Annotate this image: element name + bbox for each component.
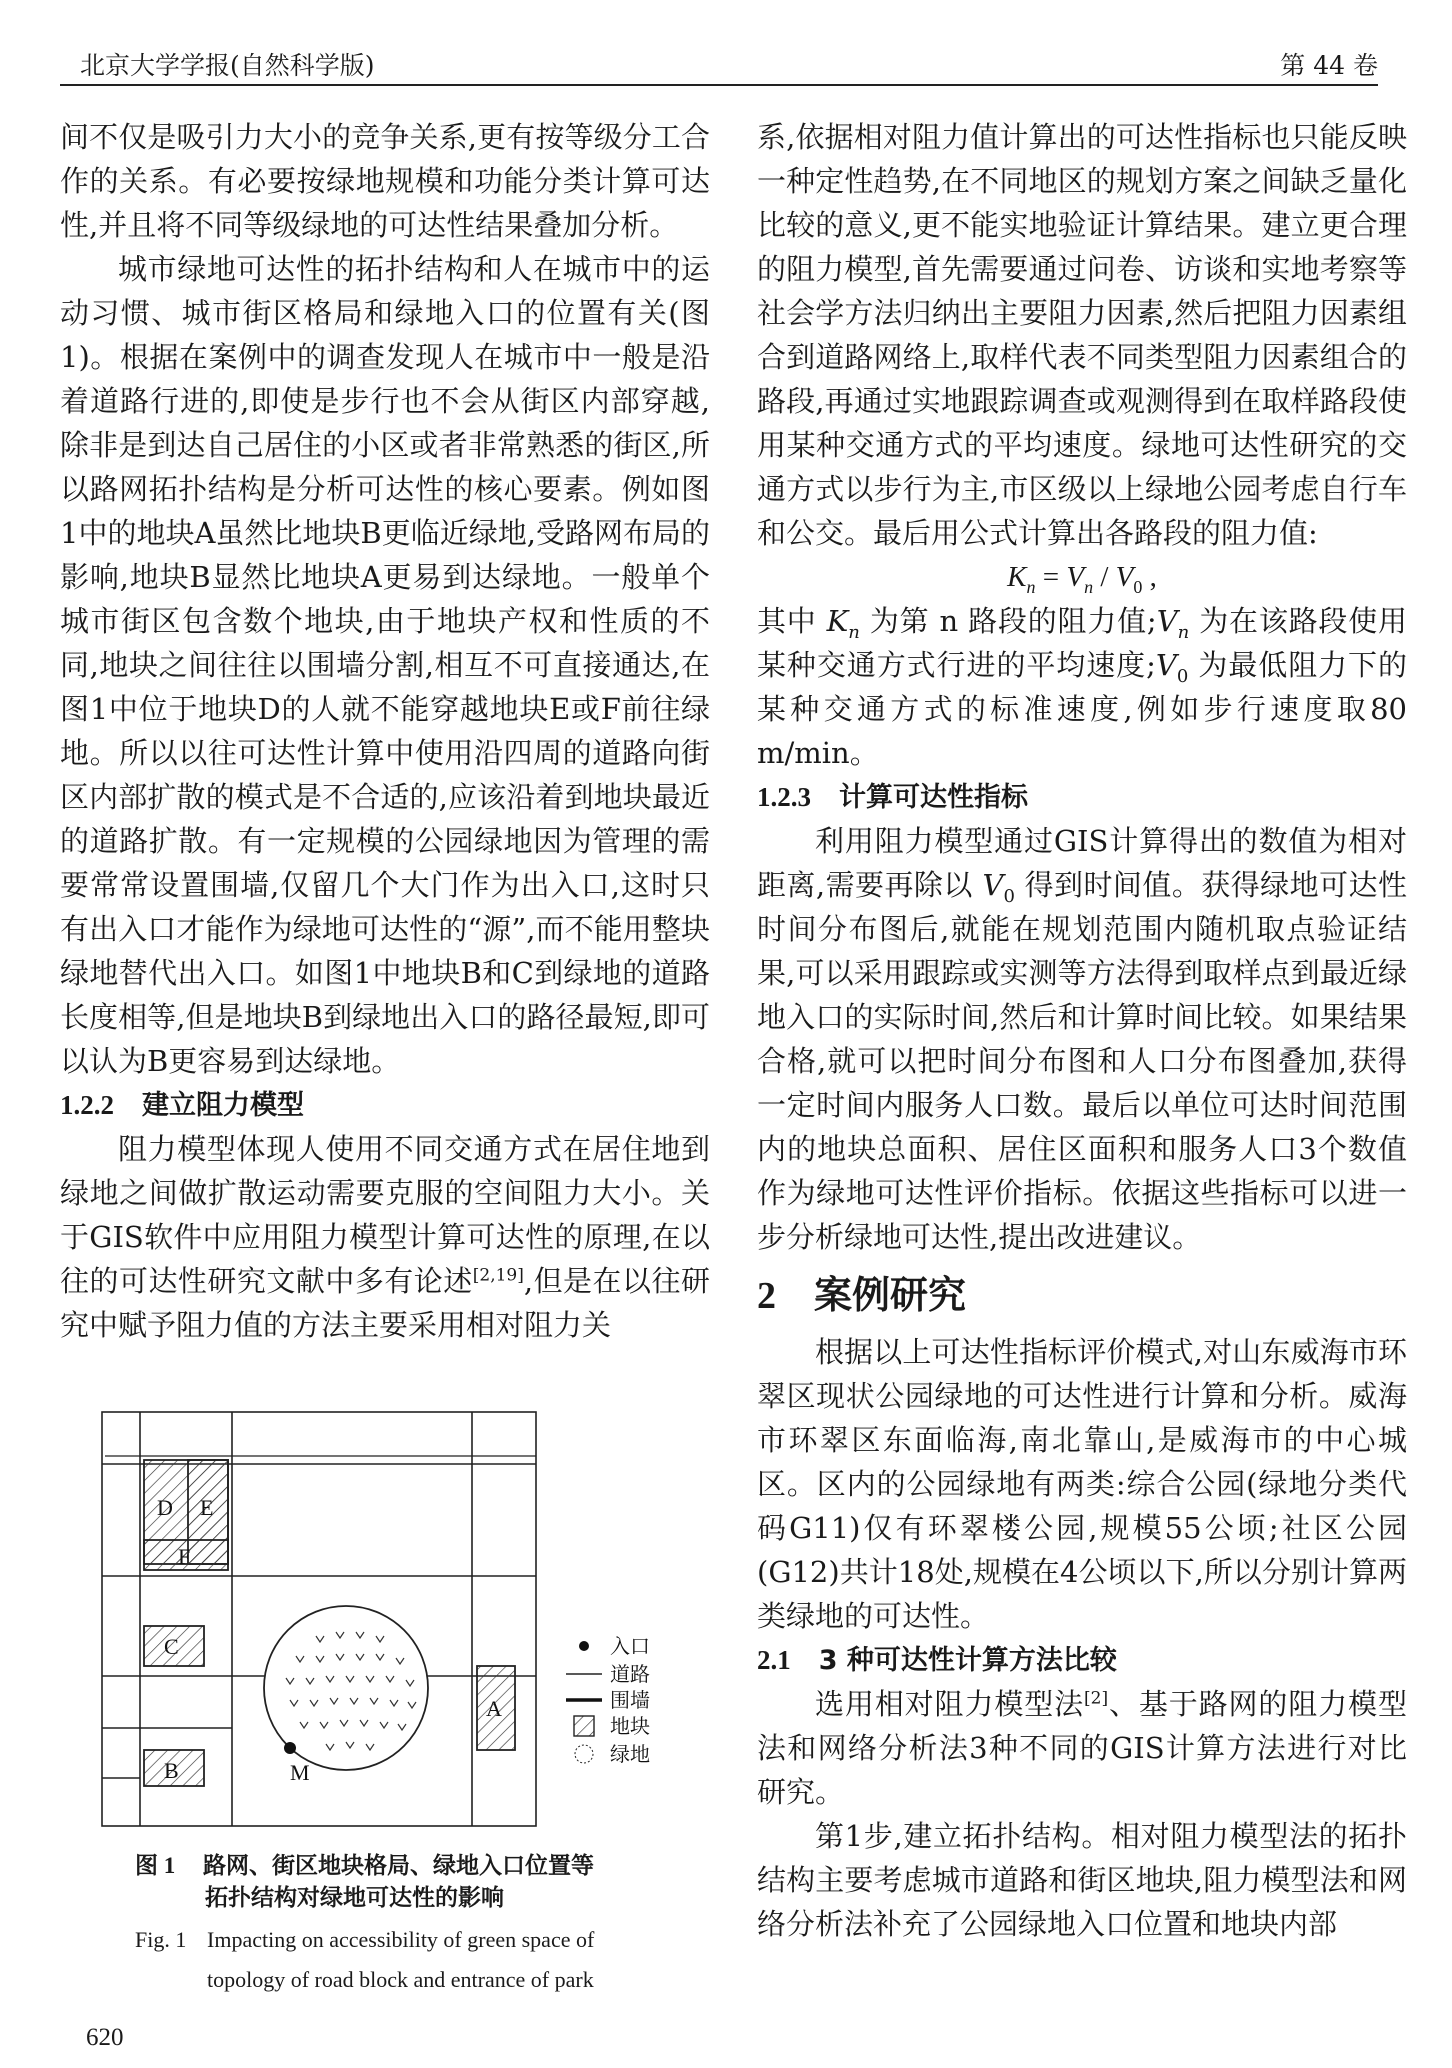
section-number: 2	[757, 1275, 776, 1317]
citation: [2]	[1084, 1688, 1109, 1709]
section-title: 案例研究	[814, 1273, 967, 1317]
formula-symbol: K	[1007, 561, 1027, 593]
math-subscript: 0	[1176, 665, 1189, 687]
legend	[566, 1634, 650, 1766]
math-subscript: n	[848, 621, 860, 643]
text-run: 选用相对阻力模型法	[815, 1687, 1084, 1721]
math-subscript: n	[1177, 621, 1190, 643]
caption-cn-line	[135, 1850, 695, 1882]
paragraph	[757, 819, 1407, 1259]
header-rule	[60, 84, 1378, 86]
figure-1-diagram	[100, 1410, 700, 1830]
formula-symbol: V	[1066, 561, 1085, 593]
math-symbol: V	[982, 868, 1004, 902]
section-heading-1-2-2	[60, 1083, 710, 1127]
text-run: 利用阻力模型通过GIS计算得出的数值为相对距离,需要再除以	[757, 824, 1407, 902]
paragraph: 城市绿地可达性的拓扑结构和人在城市中的运动习惯、城市街区格局和绿地入口的位置有关(图1)。根据在案例中的调查发现人在城市中一般是沿着道路行进的,即使是步行也不会从街区内部穿越,除非是到达自己居住的小区或者非常熟悉的街区,所以路网拓扑结构是分析可达性的核心要素。例如图1中的地块A虽然比地块B更临近绿地,受路网布局的影响,地块B显然比地块A更易到达绿地。一般单个城市街区包含数个地块,由于地块产权和性质的不同,地块之间往往以围墙分割,相互不可直接通达,在图1中位于地块D的人就不能穿越地块E或F前往绿地。所以以往可达性计算中使用沿四周的道路向街区内部扩散的模式是不合适的,应该沿着到地块最近的道路扩散。有一定规模的公园绿地因为管理的需要常常设置围墙,仅留几个大门作为出入口,这时只有出入口才能作为绿地可达性的“源”,而不能用整块绿地替代出入口。如图1中地块B和C到绿地的道路长度相等,但是地块B到绿地出入口的路径最短,即可以认为B更容易到达绿地。	[60, 252, 710, 1078]
text-run: 、基于路网的阻力模型法和网络分析法3种不同的GIS计算方法进行对比研究。	[757, 1687, 1407, 1809]
parcel-label-e: E	[200, 1495, 214, 1520]
section-heading-1-2-3	[757, 775, 1407, 819]
caption-text: Impacting on accessibility of green space of	[207, 1927, 595, 1952]
paragraph: 第1步,建立拓扑结构。相对阻力模型法的拓扑结构主要考虑城市道路和街区地块,阻力模型法和网络分析法补充了公园绿地入口位置和地块内部	[757, 1819, 1407, 1941]
formula-subscript: n	[1084, 576, 1094, 597]
figure-label: 图 1	[135, 1853, 176, 1878]
journal-title: 北京大学学报(自然科学版)	[80, 51, 375, 80]
page-number: 620	[86, 2024, 124, 2051]
caption-text: 路网、街区地块格局、绿地入口位置等	[203, 1853, 595, 1879]
parcel-label-f: F	[178, 1544, 191, 1569]
section-number: 1.2.3	[757, 782, 811, 812]
text-run: 为在该路段使用某种交通方式行进的平均速度;	[757, 604, 1408, 682]
text-run: 其中	[757, 604, 827, 638]
math-symbol: V	[1156, 604, 1178, 638]
section-heading-2	[757, 1267, 1407, 1324]
math-symbol: K	[826, 604, 849, 638]
entrance-label-m: M	[290, 1760, 310, 1785]
section-title: 建立阻力模型	[142, 1090, 304, 1121]
resistance-formula	[757, 555, 1407, 599]
parcel-label-d: D	[157, 1495, 173, 1520]
paragraph	[60, 1127, 710, 1347]
legend-green-symbol	[575, 1745, 593, 1763]
legend-entrance-symbol	[579, 1641, 589, 1651]
caption-cn-line: 拓扑结构对绿地可达性的影响	[205, 1885, 504, 1911]
formula-operator: /	[1093, 561, 1116, 593]
running-header	[60, 46, 1378, 84]
citation: [2,19]	[472, 1265, 524, 1286]
section-title: 3 种可达性计算方法比较	[818, 1645, 1117, 1676]
math-subscript: 0	[1003, 885, 1015, 907]
paragraph: 间不仅是吸引力大小的竞争关系,更有按等级分工合作的关系。有必要按绿地规模和功能分类计算可达性,并且将不同等级绿地的可达性结果叠加分析。	[60, 120, 710, 242]
section-number: 2.1	[757, 1645, 791, 1675]
paragraph: 根据以上可达性指标评价模式,对山东威海市环翠区现状公园绿地的可达性进行计算和分析。威海市环翠区东面临海,南北靠山,是威海市的中心城区。区内的公园绿地有两类:综合公园(绿地分类代码G11)仅有环翠楼公园,规模55公顷;社区公园(G12)共计18处,规模在4公顷以下,所以分别计算两类绿地的可达性。	[757, 1335, 1407, 1633]
left-column	[60, 115, 710, 1347]
parcel-label-b: B	[164, 1758, 179, 1783]
text-run: 阻力模型体现人使用不同交通方式在居住地到绿地之间做扩散运动需要克服的空间阻力大小。关于GIS软件中应用阻力模型计算可达性的原理,在以往的可达性研究文献中多有论述	[60, 1132, 710, 1298]
section-title: 计算可达性指标	[839, 782, 1028, 813]
legend-road-label: 道路	[610, 1662, 650, 1686]
caption-en-line: topology of road block and entrance of park	[207, 1967, 594, 1992]
legend-green-label: 绿地	[610, 1742, 650, 1766]
legend-entrance-label: 入口	[610, 1634, 650, 1658]
formula-punct: ,	[1142, 561, 1157, 593]
caption-en-line	[135, 1920, 695, 1960]
text-run: 得到时间值。获得绿地可达性时间分布图后,就能在规划范围内随机取点验证结果,可以采用跟踪或实测等方法得到取样点到最近绿地入口的实际时间,然后和计算时间比较。如果结果合格,就可以把时间分布图和人口分布图叠加,获得一定时间内服务人口数。最后以单位可达时间范围内的地块总面积、居住区面积和服务人口3个数值作为绿地可达性评价指标。依据这些指标可以进一步分析绿地可达性,提出改进建议。	[757, 868, 1407, 1254]
legend-wall-label: 围墙	[610, 1688, 650, 1712]
right-column	[757, 115, 1407, 1946]
paragraph	[757, 599, 1407, 775]
formula-operator: =	[1035, 561, 1067, 593]
parcel-label-c: C	[164, 1634, 179, 1659]
formula-subscript: 0	[1133, 576, 1143, 597]
section-number: 1.2.2	[60, 1090, 114, 1120]
formula-symbol: V	[1115, 561, 1134, 593]
formula-subscript: n	[1026, 576, 1036, 597]
paragraph	[757, 1682, 1407, 1814]
legend-parcel-symbol	[574, 1716, 594, 1736]
section-heading-2-1	[757, 1638, 1407, 1682]
legend-parcel-label: 地块	[610, 1714, 650, 1738]
text-run: ,但是在以往研究中赋予阻力值的方法主要采用相对阻力关	[60, 1264, 710, 1342]
entrance-point	[284, 1742, 296, 1754]
paragraph: 系,依据相对阻力值计算出的可达性指标也只能反映一种定性趋势,在不同地区的规划方案之间缺乏量化比较的意义,更不能实地验证计算结果。建立更合理的阻力模型,首先需要通过问卷、访谈和实地考察等社会学方法归纳出主要阻力因素,然后把阻力因素组合到道路网络上,取样代表不同类型阻力因素组合的路段,再通过实地跟踪调查或观测得到在取样路段使用某种交通方式的平均速度。绿地可达性研究的交通方式以步行为主,市区级以上绿地公园考虑自行车和公交。最后用公式计算出各路段的阻力值:	[757, 120, 1407, 550]
figure-caption-cn	[135, 1850, 695, 1914]
text-run: 为第 n 路段的阻力值;	[859, 604, 1157, 638]
parcel-label-a: A	[486, 1696, 502, 1721]
text-run: 为最低阻力下的某种交通方式的标准速度,例如步行速度取80 m/min。	[757, 648, 1407, 770]
volume-label: 第 44 卷	[1280, 51, 1378, 80]
figure-label: Fig. 1	[135, 1927, 187, 1952]
math-symbol: V	[1155, 648, 1177, 682]
figure-caption-en	[135, 1920, 695, 2000]
